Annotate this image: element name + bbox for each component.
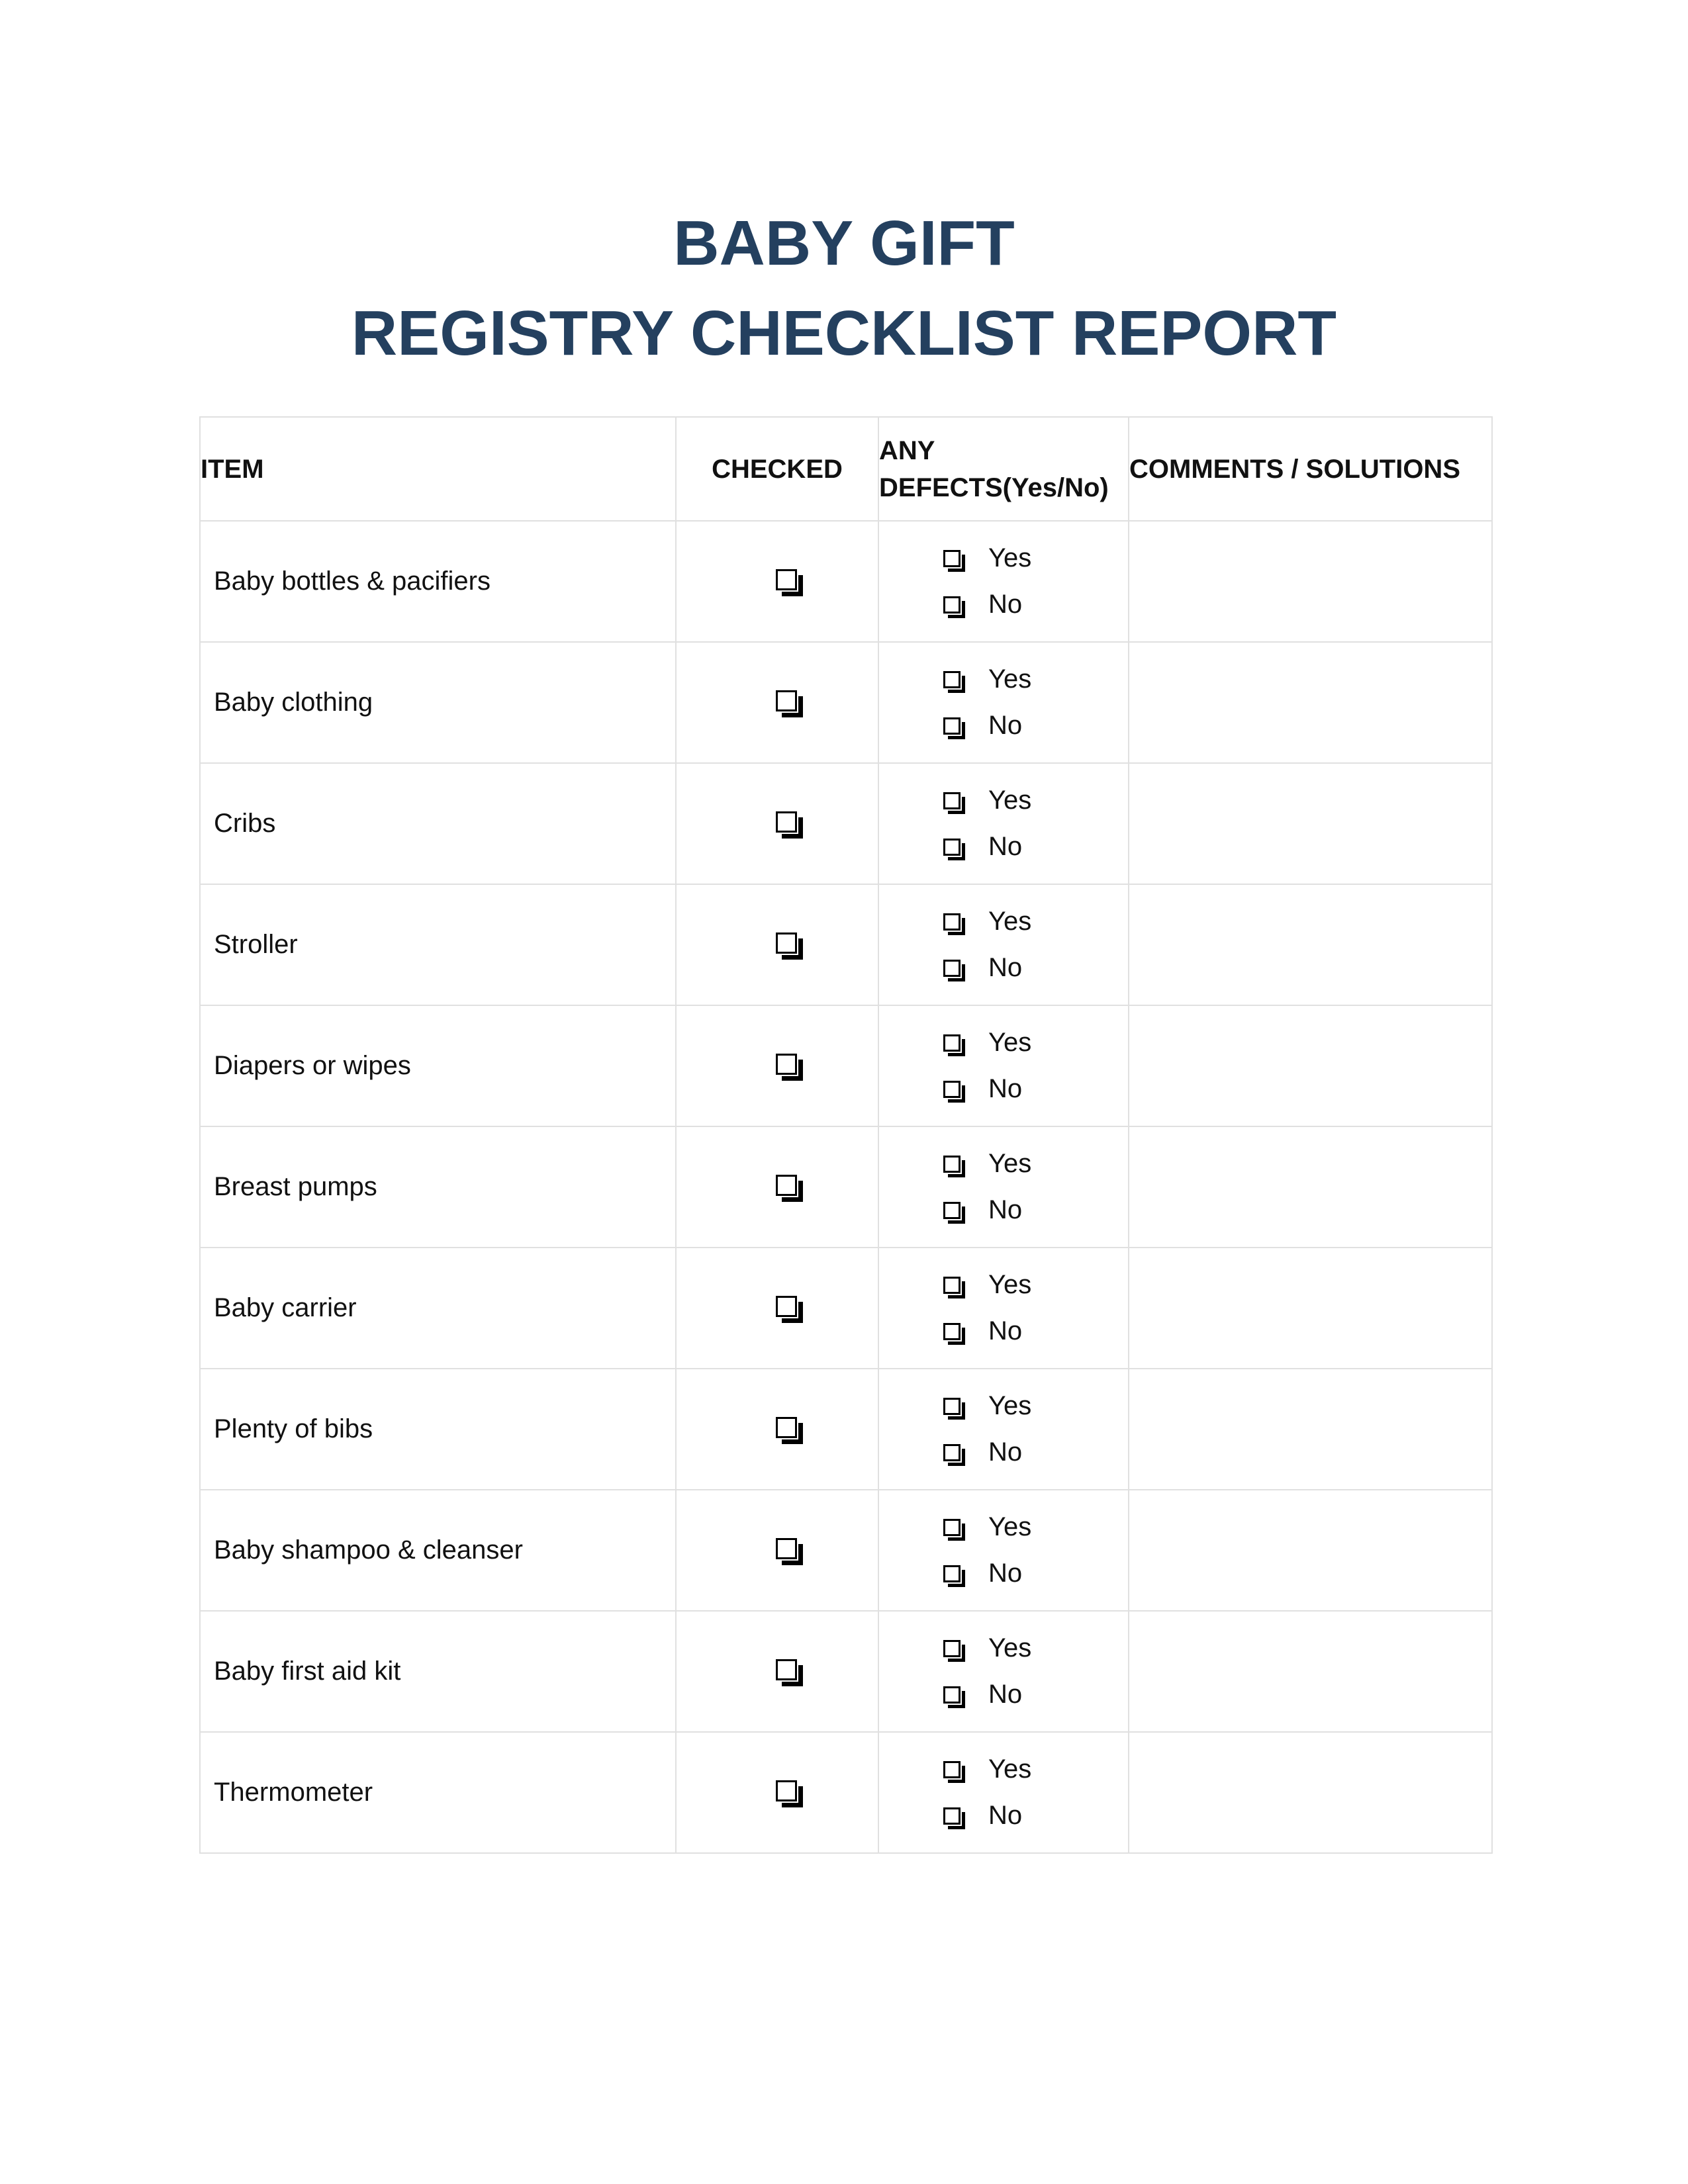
table-header-row (200, 417, 1492, 521)
item-name: Cribs (200, 763, 676, 884)
defect-option-no[interactable] (879, 582, 1128, 628)
defect-option-yes[interactable] (879, 899, 1128, 945)
item-name: Baby first aid kit (200, 1611, 676, 1732)
defect-option-yes[interactable] (879, 657, 1128, 703)
header-defects (878, 417, 1129, 521)
comments-cell[interactable] (1129, 1248, 1492, 1369)
title-line-2: REGISTRY CHECKLIST REPORT (351, 298, 1337, 369)
comments-cell[interactable] (1129, 1490, 1492, 1611)
checked-checkbox[interactable] (776, 1175, 797, 1196)
defect-option-yes[interactable] (879, 778, 1128, 824)
header-checked: CHECKED (676, 417, 878, 521)
defect-option-no[interactable] (879, 824, 1128, 870)
no-checkbox[interactable] (943, 1202, 961, 1219)
yes-label: Yes (988, 786, 1032, 815)
item-name: Baby clothing (200, 642, 676, 763)
no-label: No (988, 1559, 1023, 1588)
yes-label: Yes (988, 907, 1032, 936)
item-name: Stroller (200, 884, 676, 1005)
comments-cell[interactable] (1129, 1005, 1492, 1126)
yes-checkbox[interactable] (943, 1156, 961, 1173)
checked-cell (676, 1248, 878, 1369)
table-row (200, 763, 1492, 884)
checked-cell (676, 1126, 878, 1248)
comments-cell[interactable] (1129, 1126, 1492, 1248)
table-row (200, 521, 1492, 642)
defect-option-yes[interactable] (879, 1141, 1128, 1187)
yes-checkbox[interactable] (943, 1761, 961, 1778)
table-row (200, 1732, 1492, 1853)
comments-cell[interactable] (1129, 1732, 1492, 1853)
yes-checkbox[interactable] (943, 1277, 961, 1294)
checked-checkbox[interactable] (776, 933, 797, 954)
no-checkbox[interactable] (943, 596, 961, 614)
checked-checkbox[interactable] (776, 1780, 797, 1801)
defect-option-yes[interactable] (879, 535, 1128, 582)
no-label: No (988, 1437, 1023, 1467)
defect-option-no[interactable] (879, 945, 1128, 991)
no-checkbox[interactable] (943, 1807, 961, 1825)
no-label: No (988, 590, 1023, 619)
item-name: Plenty of bibs (200, 1369, 676, 1490)
no-label: No (988, 832, 1023, 861)
defect-option-no[interactable] (879, 1793, 1128, 1839)
header-item: ITEM (200, 417, 676, 521)
table-row (200, 884, 1492, 1005)
checked-cell (676, 521, 878, 642)
defects-cell (878, 763, 1129, 884)
no-checkbox[interactable] (943, 1323, 961, 1340)
no-checkbox[interactable] (943, 1565, 961, 1582)
comments-cell[interactable] (1129, 521, 1492, 642)
yes-checkbox[interactable] (943, 1398, 961, 1415)
yes-label: Yes (988, 664, 1032, 694)
header-comments: COMMENTS / SOLUTIONS (1129, 417, 1492, 521)
yes-label: Yes (988, 1391, 1032, 1420)
checked-checkbox[interactable] (776, 569, 797, 590)
defects-cell (878, 1732, 1129, 1853)
checked-checkbox[interactable] (776, 1659, 797, 1680)
defects-cell (878, 884, 1129, 1005)
defect-option-yes[interactable] (879, 1262, 1128, 1308)
defects-cell (878, 1005, 1129, 1126)
no-label: No (988, 953, 1023, 982)
yes-checkbox[interactable] (943, 792, 961, 809)
defects-cell (878, 642, 1129, 763)
checked-cell (676, 1369, 878, 1490)
defect-option-yes[interactable] (879, 1504, 1128, 1551)
yes-label: Yes (988, 1633, 1032, 1662)
item-name: Baby bottles & pacifiers (200, 521, 676, 642)
yes-checkbox[interactable] (943, 1640, 961, 1657)
no-checkbox[interactable] (943, 960, 961, 977)
no-label: No (988, 711, 1023, 740)
no-checkbox[interactable] (943, 717, 961, 735)
table-row (200, 1369, 1492, 1490)
table-row (200, 642, 1492, 763)
checked-cell (676, 1005, 878, 1126)
yes-checkbox[interactable] (943, 671, 961, 688)
defect-option-yes[interactable] (879, 1747, 1128, 1793)
yes-label: Yes (988, 1149, 1032, 1178)
defect-option-no[interactable] (879, 1551, 1128, 1597)
yes-checkbox[interactable] (943, 550, 961, 567)
title-line-1: BABY GIFT (673, 208, 1015, 279)
comments-cell[interactable] (1129, 642, 1492, 763)
no-label: No (988, 1680, 1023, 1709)
no-label: No (988, 1801, 1023, 1830)
defect-option-no[interactable] (879, 1187, 1128, 1234)
no-label: No (988, 1074, 1023, 1103)
defect-option-no[interactable] (879, 1672, 1128, 1718)
defect-option-no[interactable] (879, 1430, 1128, 1476)
defects-cell (878, 1126, 1129, 1248)
no-checkbox[interactable] (943, 1081, 961, 1098)
defect-option-yes[interactable] (879, 1625, 1128, 1672)
checked-checkbox[interactable] (776, 1417, 797, 1438)
checked-checkbox[interactable] (776, 1538, 797, 1559)
defects-cell (878, 1611, 1129, 1732)
table-row (200, 1248, 1492, 1369)
defects-cell (878, 1369, 1129, 1490)
item-name: Breast pumps (200, 1126, 676, 1248)
defect-option-no[interactable] (879, 1308, 1128, 1355)
comments-cell[interactable] (1129, 1369, 1492, 1490)
defect-option-no[interactable] (879, 703, 1128, 749)
checked-checkbox[interactable] (776, 811, 797, 833)
header-defects-line-2: DEFECTS(Yes/No) (879, 473, 1109, 502)
checked-cell (676, 1490, 878, 1611)
no-checkbox[interactable] (943, 1686, 961, 1704)
table-body (200, 521, 1492, 1853)
yes-label: Yes (988, 543, 1032, 572)
checked-cell (676, 1732, 878, 1853)
item-name: Baby shampoo & cleanser (200, 1490, 676, 1611)
table-row (200, 1005, 1492, 1126)
checked-checkbox[interactable] (776, 1296, 797, 1317)
no-label: No (988, 1195, 1023, 1224)
defects-cell (878, 1490, 1129, 1611)
defect-option-yes[interactable] (879, 1383, 1128, 1430)
yes-label: Yes (988, 1028, 1032, 1057)
checked-cell (676, 642, 878, 763)
no-checkbox[interactable] (943, 1444, 961, 1461)
header-defects-line-1: ANY (879, 435, 935, 465)
defects-cell (878, 521, 1129, 642)
comments-cell[interactable] (1129, 763, 1492, 884)
defect-option-no[interactable] (879, 1066, 1128, 1113)
item-name: Diapers or wipes (200, 1005, 676, 1126)
table-row (200, 1490, 1492, 1611)
checked-cell (676, 884, 878, 1005)
checked-cell (676, 763, 878, 884)
table-row (200, 1126, 1492, 1248)
checked-checkbox[interactable] (776, 1054, 797, 1075)
yes-label: Yes (988, 1754, 1032, 1784)
comments-cell[interactable] (1129, 884, 1492, 1005)
comments-cell[interactable] (1129, 1611, 1492, 1732)
defect-option-yes[interactable] (879, 1020, 1128, 1066)
table-row (200, 1611, 1492, 1732)
yes-label: Yes (988, 1512, 1032, 1541)
no-checkbox[interactable] (943, 839, 961, 856)
checked-cell (676, 1611, 878, 1732)
item-name: Thermometer (200, 1732, 676, 1853)
yes-checkbox[interactable] (943, 1519, 961, 1536)
yes-checkbox[interactable] (943, 913, 961, 931)
item-name: Baby carrier (200, 1248, 676, 1369)
checked-checkbox[interactable] (776, 690, 797, 711)
yes-label: Yes (988, 1270, 1032, 1299)
defects-cell (878, 1248, 1129, 1369)
document-title (0, 199, 1688, 379)
checklist-table (199, 416, 1493, 1854)
yes-checkbox[interactable] (943, 1034, 961, 1052)
no-label: No (988, 1316, 1023, 1345)
